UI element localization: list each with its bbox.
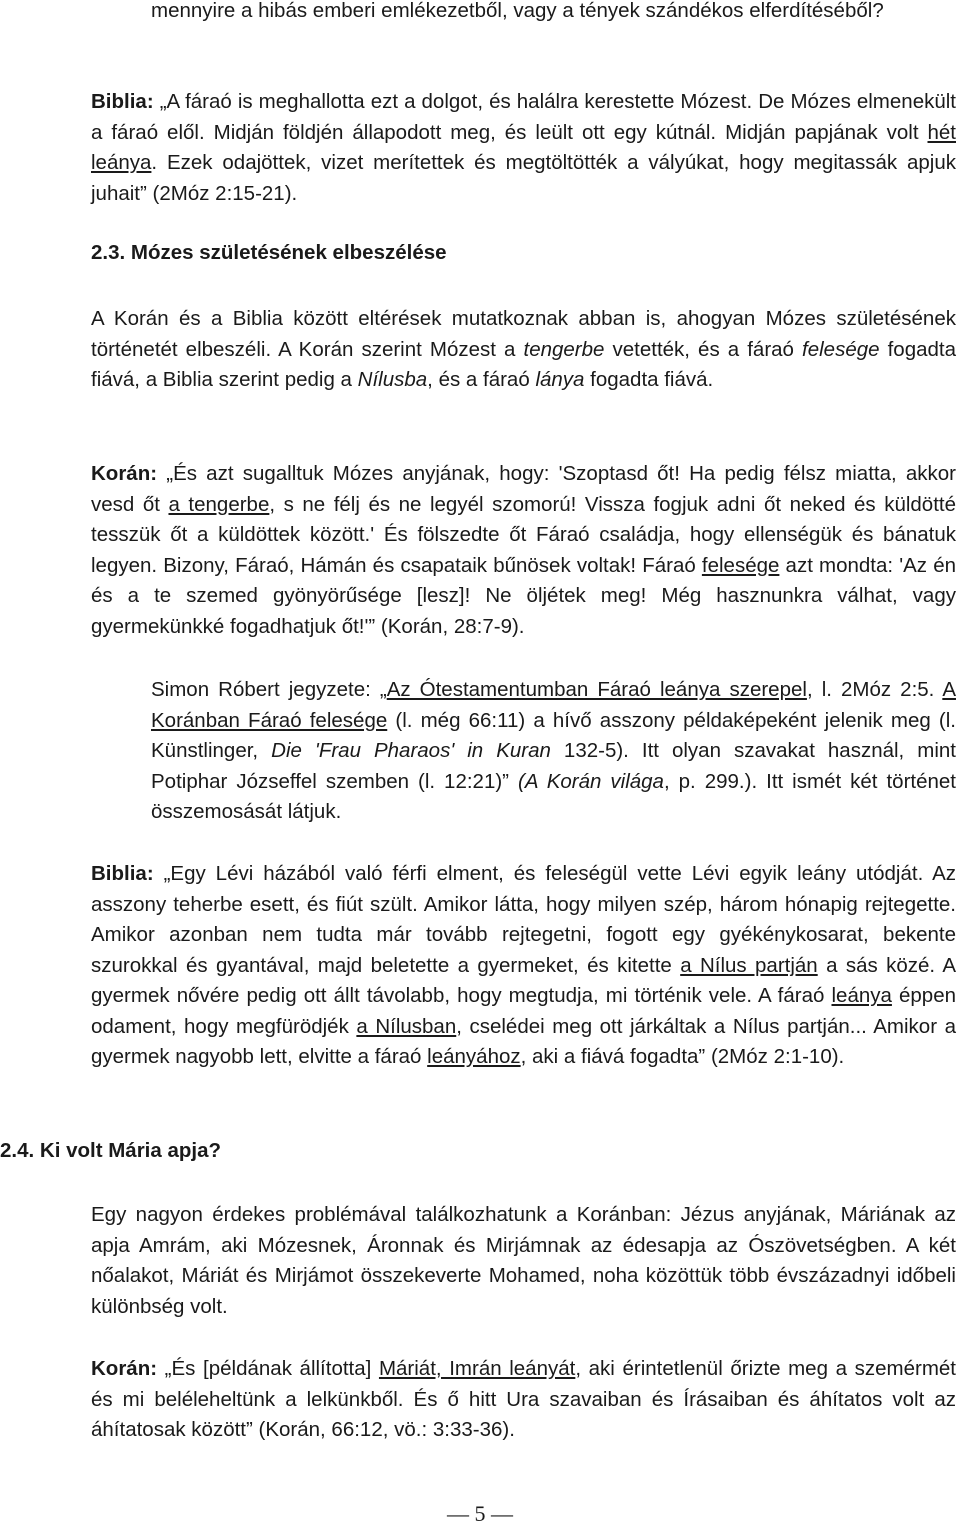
quote-text: „A fáraó is meghallotta ezt a dolgot, és halálra kerestette Mózest. De Mózes elmenekült a fáraó elől. Midján földjén állapodott meg, és leült ott egy kútnál. Midján papjának volt xyxy=(91,90,956,144)
underlined-text: hét leánya xyxy=(91,120,956,174)
quote-text: , aki érintetlenül őrizte meg a szemérmét és mi beléleheltünk a lelkünkből. És ő hitt Ura szavaiban és Írásaiban és áhítatos volt az áhítatosak között” (Korán, 66:12, vö.: 3:33-36). xyxy=(91,1357,956,1441)
bible-label: Biblia: xyxy=(91,90,154,113)
body-text: fogadta fiává, a Biblia szerint pedig a xyxy=(91,337,957,391)
italic-text: lánya xyxy=(535,368,585,391)
section-heading-2-3: 2.3. Mózes születésének elbeszélése xyxy=(91,241,447,264)
note-text: Simon Róbert jegyzete: „ xyxy=(151,678,387,701)
quote-text: azt mondta: 'Az én és a te szemed gyönyörűsége [lesz]! Ne öljétek meg! Még hasznunkra válhat, vagy gyermekünkké fogadhatjuk őt!'” (Korán, 28:7-9). xyxy=(91,553,956,638)
underlined-text: Az Ótestamentumban Fáraó leánya szerepel xyxy=(386,678,807,701)
body-text: A Korán és a Biblia között eltérések mutatkoznak abban is, ahogyan Mózes születésének történetét elbeszéli. A Korán szerint Mózest a xyxy=(91,307,956,361)
bible-quote-exodus-2 xyxy=(91,859,956,1073)
bible-label: Biblia: xyxy=(91,862,154,885)
body-text: Egy nagyon érdekes problémával találkozhatunk a Koránban: Jézus anyjának, Máriának az apja Amrám, aki Mózesnek, Áronnak és Mirjámnak az édesapja az Ószövetségben. A két nőalakot, Máriát és Mirjámot összekeverte Mohamed, noha közöttük több évszázadnyi időbeli különbség volt. xyxy=(91,1203,956,1318)
italic-text: Nílusba xyxy=(357,368,428,391)
body-text: , és a fáraó xyxy=(427,368,536,391)
italic-text: Die 'Frau Pharaos' in Kuran xyxy=(271,739,551,762)
quote-text: . Ezek odajöttek, vizet merítettek és megtöltötték a vályúkat, hogy megitassák apjuk juhait” (2Móz 2:15-21). xyxy=(91,151,956,205)
underlined-text: a Nílusban xyxy=(356,1014,457,1038)
underlined-text: a Nílus partján xyxy=(680,953,818,977)
quote-text: , s ne félj és ne legyél szomorú! Vissza fogjuk adni őt neked és küldötté tesszük őt a küldöttek között.' És fölszedte őt Fáraó családja, hogy ellenségük és bánatuk legyen. Bizony, Fáraó, Hámán és csapataik bűnösek voltak! Fáraó xyxy=(91,492,957,577)
quran-quote-66 xyxy=(91,1354,956,1446)
quote-text: , cselédei meg ott járkáltak a Nílus partján... Amikor a gyermek nagyobb lett, elvitte a fáraó xyxy=(91,1014,956,1068)
note-text: 132-5). Itt olyan szavakat használ, mint Potiphar Józseffel szemben (l. 12:21)” xyxy=(151,739,956,793)
quran-label: Korán: xyxy=(91,462,158,485)
underlined-text: leánya xyxy=(831,984,892,1007)
paragraph-mary-father xyxy=(91,1200,956,1322)
quote-text: a sás közé. A gyermek nővére pedig ott állt távolabb, hogy megtudja, mi történik vele. A fáraó xyxy=(91,953,956,1007)
underlined-text: A Koránban Fáraó felesége xyxy=(151,678,956,732)
bible-quote-midian xyxy=(91,87,956,209)
body-text: vetették, és a fáraó xyxy=(604,337,803,361)
quran-quote-28 xyxy=(91,459,956,642)
footnote-simon-robert xyxy=(151,675,956,828)
underlined-text: a tengerbe xyxy=(168,492,270,516)
quote-text: „És azt sugalltuk Mózes anyjának, hogy: 'Szoptasd őt! Ha pedig félsz miatta, akkor vesd őt xyxy=(91,462,956,516)
underlined-text: Máriát, Imrán leányát xyxy=(378,1357,576,1380)
page-number: — 5 — xyxy=(447,1501,513,1526)
paragraph-moses-birth xyxy=(91,304,956,396)
note-text: (l. még 66:11) a hívő asszony példaképeként jelenik meg (l. Künstlinger, xyxy=(151,708,956,762)
underlined-text: leányához xyxy=(427,1045,521,1068)
quote-text: éppen odament, hogy megfürödjék xyxy=(91,984,957,1038)
quote-text: , aki a fiává fogadta” (2Móz 2:1-10). xyxy=(520,1045,845,1068)
quote-text: „És [példának állította] xyxy=(157,1357,379,1380)
italic-text: tengerbe xyxy=(523,337,605,361)
note-text: , l. 2Móz 2:5. xyxy=(806,678,943,701)
quran-label: Korán: xyxy=(91,1357,158,1380)
paragraph-continuation xyxy=(151,0,956,27)
note-text: , p. 299.). Itt ismét két történet összemosását látjuk. xyxy=(151,769,956,823)
quote-text: „Egy Lévi házából való férfi elment, és feleségül vette Lévi egyik leány utódját. Az asszony teherbe esett, és fiút szült. Amikor látta, hogy milyen szép, három hónapig rejtegette. Amikor azonban nem tudta már tovább rejtegetni, fogott egy gyékénykosarat, bekente szurokkal és gyantával, majd beletette a gyermeket, és kitette xyxy=(91,862,956,977)
underlined-text: felesége xyxy=(701,553,780,577)
section-heading-2-4: 2.4. Ki volt Mária apja? xyxy=(0,1139,222,1162)
italic-text: (A Korán világa xyxy=(518,769,664,793)
continuation-text: mennyire a hibás emberi emlékezetből, vagy a tények szándékos elferdítéséből? xyxy=(151,0,884,22)
italic-text: felesége xyxy=(802,337,880,361)
body-text: fogadta fiává. xyxy=(584,368,714,391)
